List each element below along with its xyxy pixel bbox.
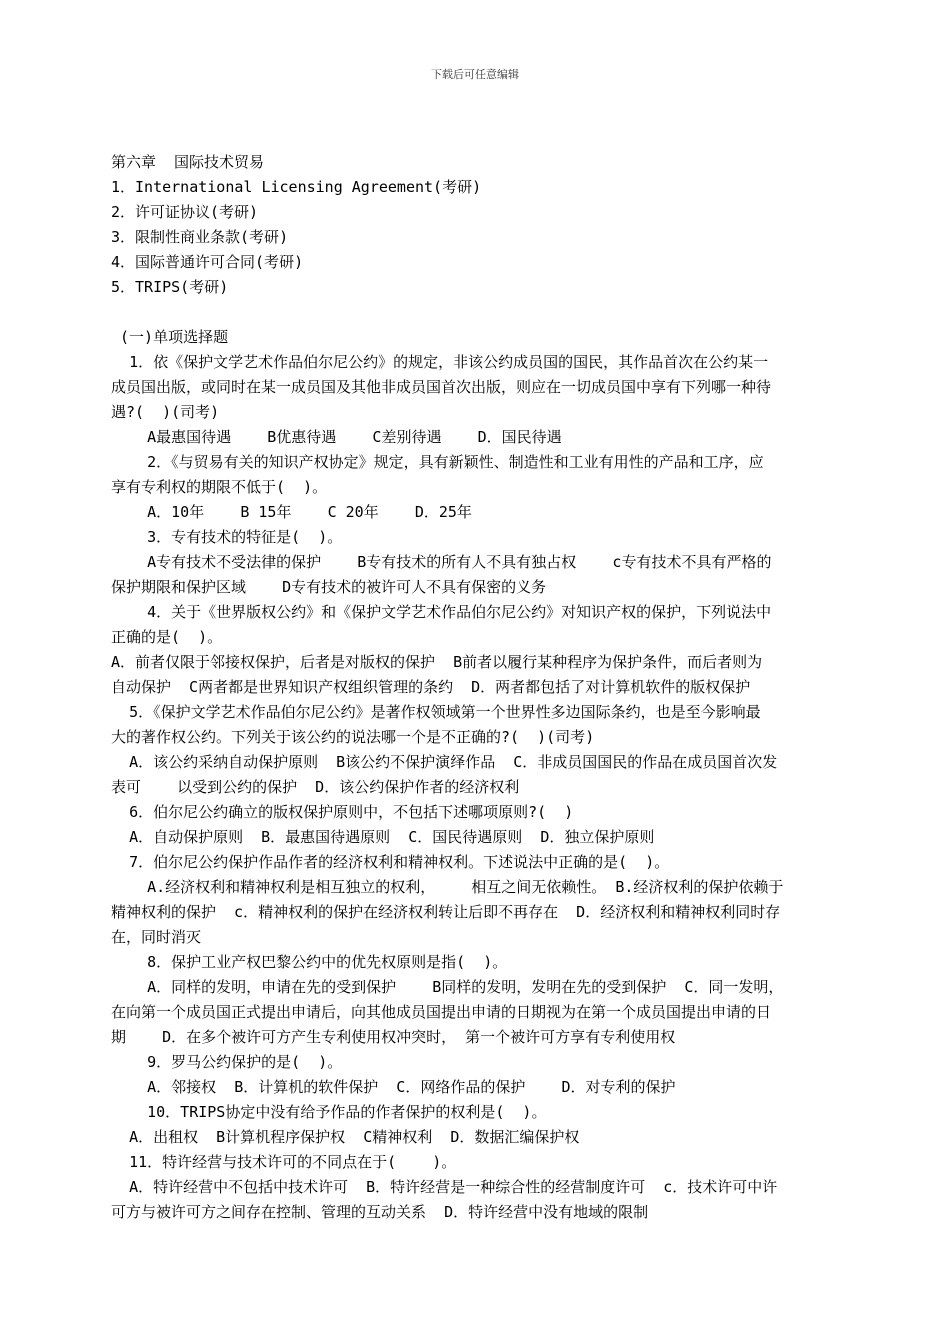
question-line: 正确的是( )。 xyxy=(111,628,223,646)
question-line: 保护期限和保护区域 D专有技术的被许可人不具有保密的义务 xyxy=(111,578,547,596)
question-line: A．前者仅限于邻接权保护，后者是对版权的保护 B前者以履行某种程序为保护条件，而后者则为 xyxy=(111,653,763,671)
question-line: 遇?( )(司考) xyxy=(111,403,220,421)
question-line: 自动保护 C两者都是世界知识产权组织管理的条约 D．两者都包括了对计算机软件的版权保护 xyxy=(111,678,751,696)
page-header: 下载后可任意编辑 xyxy=(431,68,519,81)
question-line: 3．专有技术的特征是( )。 xyxy=(111,528,343,546)
term-item: 2．许可证协议(考研) xyxy=(111,203,259,221)
document-body xyxy=(111,150,851,1225)
question-line: 9．罗马公约保护的是( )。 xyxy=(111,1053,343,1071)
question-line: 表可 以受到公约的保护 D．该公约保护作者的经济权利 xyxy=(111,778,520,796)
question-line: A．出租权 B计算机程序保护权 C精神权利 D．数据汇编保护权 xyxy=(111,1128,580,1146)
term-item: 1．International Licensing Agreement(考研) xyxy=(111,178,482,196)
question-line: 享有专利权的期限不低于( )。 xyxy=(111,478,328,496)
term-item: 3．限制性商业条款(考研) xyxy=(111,228,289,246)
question-line: A．该公约采纳自动保护原则 B该公约不保护演绎作品 C．非成员国国民的作品在成员国首次发 xyxy=(111,753,778,771)
question-line: A．特许经营中不包括中技术许可 B．特许经营是一种综合性的经营制度许可 c．技术许可中许 xyxy=(111,1178,778,1196)
question-line: 大的著作权公约。下列关于该公约的说法哪一个是不正确的?( )(司考) xyxy=(111,728,595,746)
question-line: 2．《与贸易有关的知识产权协定》规定，具有新颖性、制造性和工业有用性的产品和工序，应 xyxy=(111,453,764,471)
question-line: 在向第一个成员国正式提出申请后，向其他成员国提出申请的日期视为在第一个成员国提出申请的日 xyxy=(111,1003,772,1021)
question-line: 5．《保护文学艺术作品伯尔尼公约》是著作权领域第一个世界性多边国际条约，也是至今影响最 xyxy=(111,703,761,721)
question-line: 6．伯尔尼公约确立的版权保护原则中，不包括下述哪项原则?( ) xyxy=(111,803,574,821)
question-line: 7．伯尔尼公约保护作品作者的经济权利和精神权利。下述说法中正确的是( )。 xyxy=(111,853,670,871)
question-line: 成员国出版，或同时在某一成员国及其他非成员国首次出版，则应在一切成员国中享有下列哪一种待 xyxy=(111,378,772,396)
question-line: A．10年 B 15年 C 20年 D．25年 xyxy=(111,503,472,521)
question-line: 可方与被许可方之间存在控制、管理的互动关系 D．特许经营中没有地域的限制 xyxy=(111,1203,649,1221)
spacer xyxy=(111,300,851,325)
question-line: A.经济权利和精神权利是相互独立的权利， 相互之间无依赖性。 B.经济权利的保护依赖于 xyxy=(111,878,784,896)
question-line: 1．依《保护文学艺术作品伯尔尼公约》的规定，非该公约成员国的国民，其作品首次在公约某一 xyxy=(111,353,769,371)
question-line: A．邻接权 B．计算机的软件保护 C．网络作品的保护 D．对专利的保护 xyxy=(111,1078,676,1096)
question-line: 期 D．在多个被许可方产生专利使用权冲突时， 第一个被许可方享有专利使用权 xyxy=(111,1028,676,1046)
question-line: 精神权利的保护 c．精神权利的保护在经济权利转让后即不再存在 D．经济权利和精神权利同时存 xyxy=(111,903,781,921)
question-line: 8．保护工业产权巴黎公约中的优先权原则是指( )。 xyxy=(111,953,508,971)
chapter-title: 第六章 国际技术贸易 xyxy=(111,153,265,171)
question-line: A．自动保护原则 B．最惠国待遇原则 C．国民待遇原则 D．独立保护原则 xyxy=(111,828,655,846)
question-line: 10．TRIPS协定中没有给予作品的作者保护的权利是( )。 xyxy=(111,1103,547,1121)
question-line: 11．特许经营与技术许可的不同点在于( )。 xyxy=(111,1153,457,1171)
question-line: A专有技术不受法律的保护 B专有技术的所有人不具有独占权 c专有技术不具有严格的 xyxy=(111,553,772,571)
question-line: 4．关于《世界版权公约》和《保护文学艺术作品伯尔尼公约》对知识产权的保护，下列说法中 xyxy=(111,603,772,621)
question-line: 在，同时消灭 xyxy=(111,928,202,946)
term-item: 5．TRIPS(考研) xyxy=(111,278,229,296)
section-title: (一)单项选择题 xyxy=(111,328,229,346)
question-line: A最惠国待遇 B优惠待遇 C差别待遇 D．国民待遇 xyxy=(111,428,562,446)
term-item: 4．国际普通许可合同(考研) xyxy=(111,253,304,271)
question-line: A．同样的发明，申请在先的受到保护 B同样的发明，发明在先的受到保护 C．同一发明， xyxy=(111,978,784,996)
